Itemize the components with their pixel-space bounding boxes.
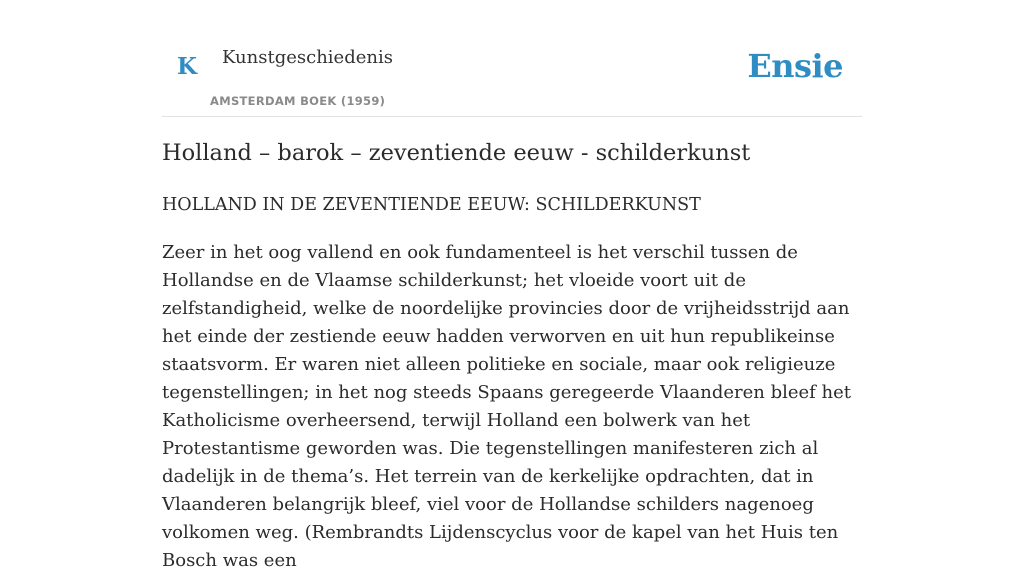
category-logo-icon[interactable]: K	[177, 53, 197, 80]
article-body: Zeer in het oog vallend en ook fundamenteel is het verschil tussen de Hollandse en de Vlaamse schilderkunst; het vloeide voort uit de zelfstandigheid, welke de noordelijke provincies door de vrijheidsstrijd aan het einde der zestiende eeuw hadden verworven en uit hun republikeinse staatsvorm. Er waren niet alleen politieke en sociale, maar ook religieuze tegenstellingen; in het nog steeds Spaans geregeerde Vlaanderen bleef het Katholicisme overheersend, terwijl Holland een bolwerk van het Protestantisme geworden was. Die tegenstellingen manifesteren zich al dadelijk in de thema’s. Het terrein van de kerkelijke opdrachten, dat in Vlaanderen belangrijk bleef, viel voor de Hollandse schilders nagenoeg volkomen weg. (Rembrandts Lijdenscyclus voor de kapel van het Huis ten Bosch was een	[162, 242, 852, 571]
header	[162, 0, 862, 117]
brand-logo[interactable]: Ensie	[747, 47, 843, 85]
category-link[interactable]: Kunstgeschiedenis	[222, 47, 393, 68]
article-title: Holland – barok – zeventiende eeuw - schilderkunst	[162, 140, 751, 166]
source-label: AMSTERDAM BOEK (1959)	[210, 94, 386, 108]
section-heading: HOLLAND IN DE ZEVENTIENDE EEUW: SCHILDERKUNST	[162, 195, 701, 215]
